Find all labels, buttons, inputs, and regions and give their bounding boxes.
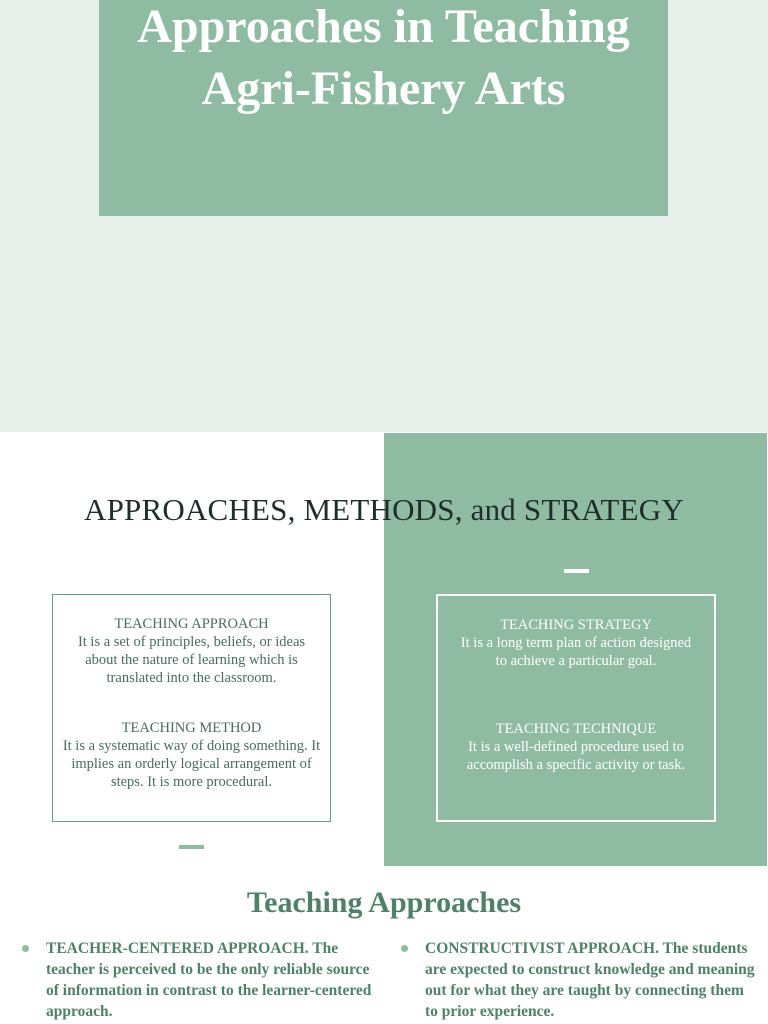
bullet-icon <box>22 945 29 952</box>
teaching-technique-entry <box>438 720 714 774</box>
teaching-approach-entry <box>53 615 330 687</box>
section-title: Teaching Approaches <box>246 886 522 919</box>
accent-dash <box>564 569 589 573</box>
teaching-approaches-slide <box>0 866 768 1024</box>
entry-body: It is a systematic way of doing something. It implies an orderly logical arrangement of steps. It is more procedural. <box>62 738 321 790</box>
approach-method-card <box>52 594 331 822</box>
list-item: TEACHER-CENTERED APPROACH. The teacher is perceived to be the only reliable source of information in contrast to the learner-centered approach. <box>46 940 372 1020</box>
entry-heading: TEACHING STRATEGY <box>500 617 652 633</box>
slide-title: Approaches in Teaching Agri-Fishery Arts <box>137 0 630 115</box>
entry-body: It is a well-defined procedure used to accomplish a specific activity or task. <box>466 739 686 773</box>
approaches-methods-slide <box>0 432 768 866</box>
entry-body: It is a set of principles, beliefs, or ideas about the nature of learning which is translated into the classroom. <box>77 634 306 686</box>
title-slide <box>0 0 768 432</box>
entry-heading: TEACHING METHOD <box>121 720 262 736</box>
section-title: APPROACHES, METHODS, and STRATEGY <box>84 492 684 527</box>
teaching-strategy-entry <box>438 616 714 670</box>
bullet-icon <box>401 945 408 952</box>
strategy-technique-card <box>436 594 716 822</box>
entry-heading: TEACHING TECHNIQUE <box>495 721 657 737</box>
entry-heading: TEACHING APPROACH <box>114 616 269 632</box>
teaching-method-entry <box>53 719 330 791</box>
list-item: CONSTRUCTIVIST APPROACH. The students are expected to construct knowledge and meaning out for what they are taught by connecting them to prior experience. <box>425 940 755 1020</box>
entry-body: It is a long term plan of action designed to achieve a particular goal. <box>460 635 692 669</box>
accent-dash <box>179 845 204 849</box>
title-banner <box>99 0 668 216</box>
